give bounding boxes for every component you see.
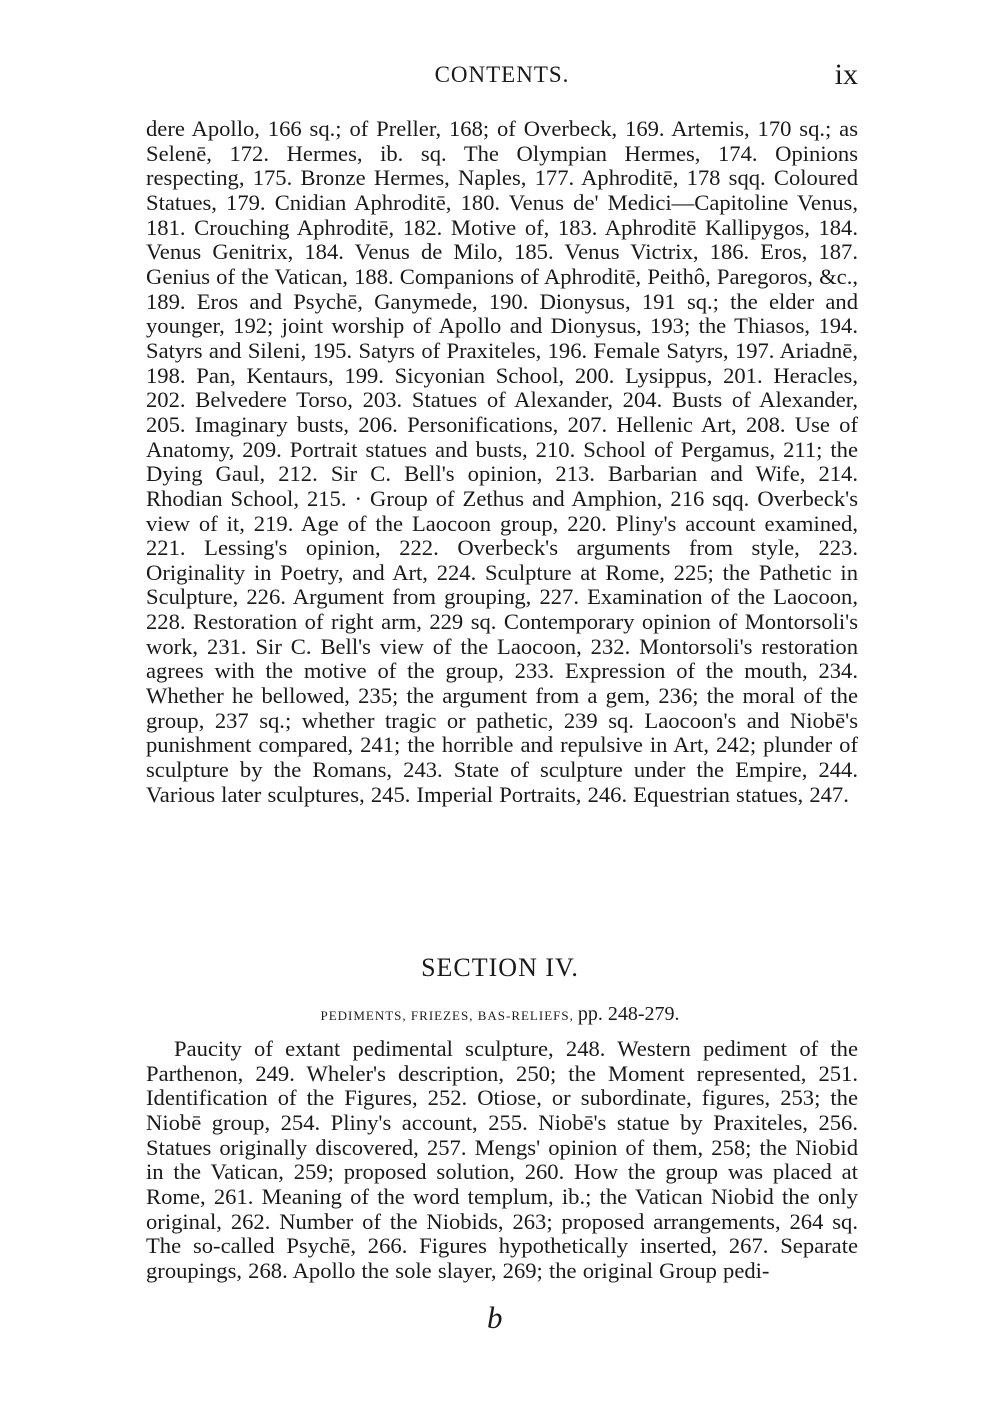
continued-contents-paragraph: dere Apollo, 166 sq.; of Preller, 168; of Overbeck, 169. Artemis, 170 sq.; as Selenē, 172. Hermes, ib. sq. The Olympian Hermes, 174. Opinions respecting, 175. Bronze Hermes, Naples, 177. Aphroditē, 178 sqq. Coloured Statues, 179. Cnidian Aphroditē, 180. Venus de' Medici—Capitoline Venus, 181. Crouching Aphroditē, 182. Motive of, 183. Aphroditē Kallipygos, 184. Venus Genitrix, 184. Venus de Milo, 185. Venus Victrix, 186. Eros, 187. Genius of the Vatican, 188. Companions of Aphroditē, Peithô, Paregoros, &c., 189. Eros and Psychē, Ganymede, 190. Dionysus, 191 sq.; the elder and younger, 192; joint worship of Apollo and Dionysus, 193; the Thiasos, 194. Satyrs and Sileni, 195. Satyrs of Praxiteles, 196. Female Satyrs, 197. Ariadnē, 198. Pan, Kentaurs, 199. Sicyonian School, 200. Lysippus, 201. Heracles, 202. Belvedere Torso, 203. Statues of Alexander, 204. Busts of Alexander, 205. Imaginary busts, 206. Personifications, 207. Hellenic Art, 208. Use of Anatomy, 209. Portrait statues and busts, 210. School of Pergamus, 211; the Dying Gaul, 212. Sir C. Bell's opinion, 213. Barbarian and Wife, 214. Rhodian School, 215. · Group of Zethus and Amphion, 216 sqq. Overbeck's view of it, 219. Age of the Laocoon group, 220. Pliny's account examined, 221. Lessing's opinion, 222. Overbeck's arguments from style, 223. Originality in Poetry, and Art, 224. Sculpture at Rome, 225; the Pathetic in Sculpture, 226. Argument from grouping, 227. Examination of the Laocoon, 228. Restoration of right arm, 229 sq. Contemporary opinion of Montorsoli's work, 231. Sir C. Bell's view of the Laocoon, 232. Montorsoli's restoration agrees with the motive of the group, 233. Expression of the mouth, 234. Whether he bellowed, 235; the argument from a gem, 236; the moral of the group, 237 sq.; whether tragic or pathetic, 239 sq. Laocoon's and Niobē's punishment compared, 241; the horrible and repulsive in Art, 242; plunder of sculpture by the Romans, 243. State of sculpture under the Empire, 244. Various later sculptures, 245. Imperial Portraits, 246. Equestrian statues, 247. [146, 116, 858, 807]
signature-mark: b [487, 1300, 503, 1335]
section-subtitle [0, 1003, 1000, 1026]
section-page-range: pp. 248-279. [577, 1003, 680, 1025]
running-head [146, 58, 858, 96]
section-contents-paragraph: Paucity of extant pedimental sculpture, 248. Western pediment of the Parthenon, 249. Wheler's description, 250; the Moment represented, 251. Identification of the Figures, 252. Otiose, or subordinate, figures, 253; the Niobē group, 254. Pliny's account, 255. Niobē's statue by Praxiteles, 256. Statues originally discovered, 257. Mengs' opinion of them, 258; the Niobid in the Vatican, 259; proposed solution, 260. How the group was placed at Rome, 261. Meaning of the word templum, ib.; the Vatican Niobid the only original, 262. Number of the Niobids, 263; proposed arrangements, 264 sq. The so-called Psychē, 266. Figures hypothetically inserted, 267. Separate groupings, 268. Apollo the sole slayer, 269; the original Group pedi- [146, 1036, 858, 1283]
section-heading: SECTION IV. [421, 953, 579, 982]
section-topic: PEDIMENTS, FRIEZES, BAS-RELIEFS, [320, 1008, 574, 1023]
page-number: ix [834, 58, 858, 91]
running-title: CONTENTS. [434, 62, 570, 87]
